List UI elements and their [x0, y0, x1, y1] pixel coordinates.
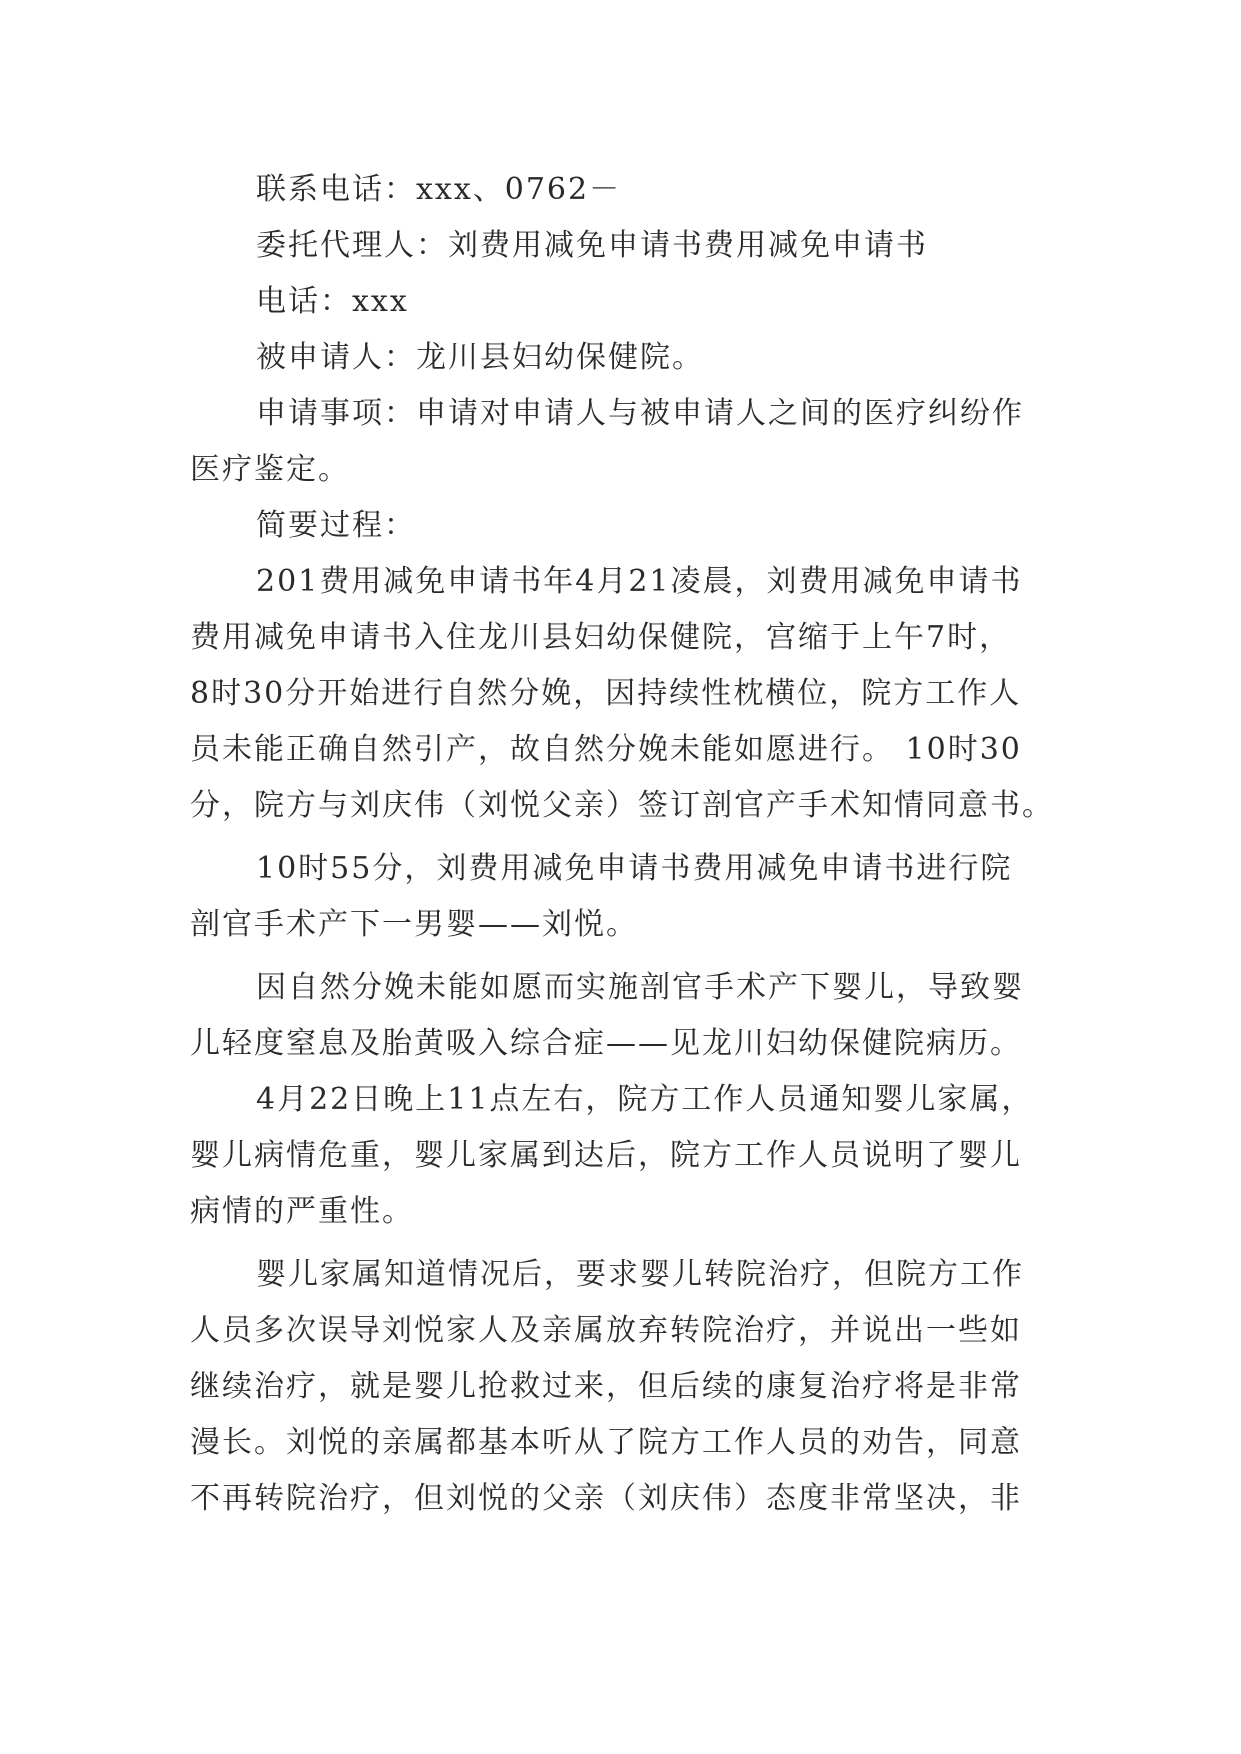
paragraph-1-line-1: 201费用减免申请书年4月21凌晨，刘费用减免申请书	[256, 564, 1023, 599]
paragraph-4-line-2: 婴儿病情危重，婴儿家属到达后，院方工作人员说明了婴儿	[190, 1138, 1022, 1173]
request-matter-line-cont: 医疗鉴定。	[190, 452, 350, 487]
agent-line: 委托代理人：刘费用减免申请书费用减免申请书	[256, 228, 928, 263]
paragraph-5-line-4: 漫长。刘悦的亲属都基本听从了院方工作人员的劝告，同意	[190, 1425, 1022, 1460]
paragraph-1-line-3: 8时30分开始进行自然分娩，因持续性枕横位，院方工作人	[190, 676, 1022, 711]
paragraph-3-line-1: 因自然分娩未能如愿而实施剖官手术产下婴儿，导致婴	[256, 970, 1024, 1005]
paragraph-5-line-1: 婴儿家属知道情况后，要求婴儿转院治疗，但院方工作	[256, 1257, 1024, 1292]
paragraph-2-line-2: 剖官手术产下一男婴——刘悦。	[190, 907, 638, 942]
phone-line: 电话：xxx	[256, 284, 409, 319]
paragraph-4-line-3: 病情的严重性。	[190, 1194, 414, 1229]
contact-phone-line: 联系电话：xxx、0762－	[256, 172, 622, 207]
paragraph-1-line-5: 分，院方与刘庆伟（刘悦父亲）签订剖官产手术知情同意书。	[190, 788, 1054, 823]
request-matter-line: 申请事项：申请对申请人与被申请人之间的医疗纠纷作	[256, 396, 1024, 431]
paragraph-3-line-2: 儿轻度窒息及胎黄吸入综合症——见龙川妇幼保健院病历。	[190, 1026, 1022, 1061]
paragraph-1-line-4: 员未能正确自然引产，故自然分娩未能如愿进行。 10时30	[190, 732, 1022, 767]
paragraph-5-line-5: 不再转院治疗，但刘悦的父亲（刘庆伟）态度非常坚决，非	[190, 1481, 1022, 1516]
paragraph-5-line-3: 继续治疗，就是婴儿抢救过来，但后续的康复治疗将是非常	[190, 1369, 1022, 1404]
paragraph-5-line-2: 人员多次误导刘悦家人及亲属放弃转院治疗，并说出一些如	[190, 1313, 1022, 1348]
paragraph-2-line-1: 10时55分，刘费用减免申请书费用减免申请书进行院	[256, 851, 1013, 886]
respondent-line: 被申请人：龙川县妇幼保健院。	[256, 340, 704, 375]
document-body	[190, 162, 1070, 1527]
paragraph-4-line-1: 4月22日晚上11点左右，院方工作人员通知婴儿家属，	[256, 1082, 1034, 1117]
paragraph-1-line-2: 费用减免申请书入住龙川县妇幼保健院，宫缩于上午7时，	[190, 620, 1012, 655]
summary-heading: 简要过程：	[256, 508, 416, 543]
